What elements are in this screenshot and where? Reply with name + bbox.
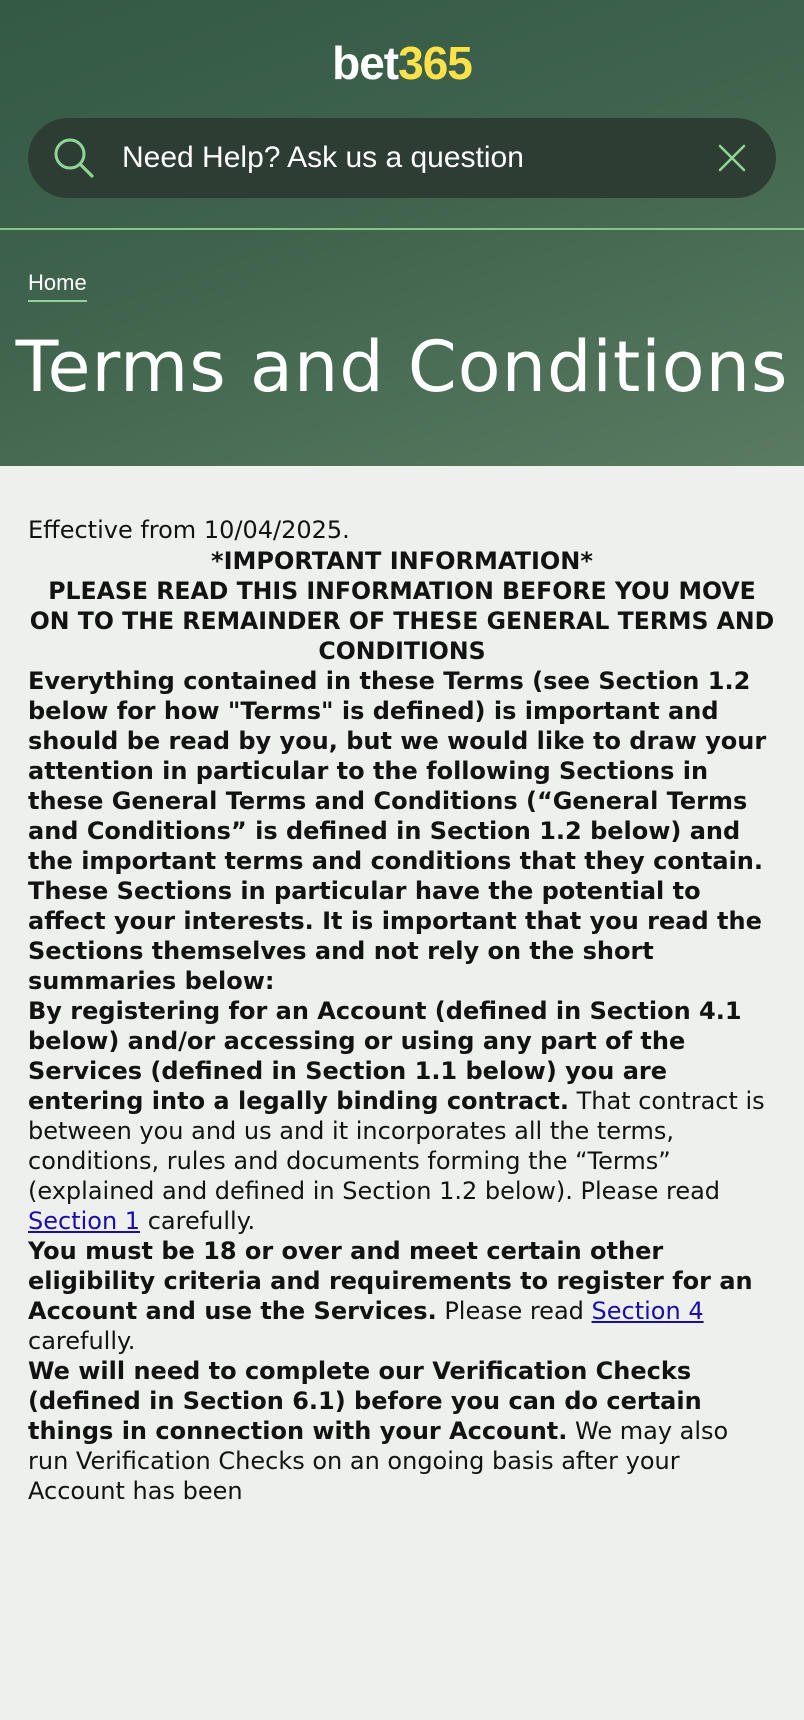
logo-text-bet: bet xyxy=(332,37,399,89)
important-subheading: PLEASE READ THIS INFORMATION BEFORE YOU MOVE ON TO THE REMAINDER OF THESE GENERAL TERMS AND CONDITIONS xyxy=(29,577,775,665)
section-1-link[interactable]: Section 1 xyxy=(28,1207,141,1235)
page-header xyxy=(0,0,804,466)
breadcrumb-home[interactable]: Home xyxy=(28,270,87,302)
section-4-summary xyxy=(28,1236,776,1356)
header-divider xyxy=(0,228,804,230)
section-4-summary-bold: You must be 18 or over and meet certain other eligibility criteria and requirements to register for an Account and use the Services. xyxy=(28,1237,753,1325)
search-input[interactable]: Need Help? Ask us a question xyxy=(122,141,524,174)
close-icon[interactable] xyxy=(716,142,748,174)
section-4-link[interactable]: Section 4 xyxy=(591,1297,704,1325)
section-4-summary-text: Please read xyxy=(436,1297,592,1325)
terms-content xyxy=(0,466,804,1506)
section-1-summary-tail: carefully. xyxy=(140,1207,256,1235)
section-1-summary xyxy=(28,996,776,1236)
verification-summary-text: We may also run Verification Checks on an ongoing basis after your Account has been xyxy=(28,1417,729,1505)
page-title: Terms and Conditions xyxy=(15,326,789,408)
section-1-summary-bold: By registering for an Account (defined in Section 4.1 below) and/or accessing or using any part of the Services (defined in Section 1.1 below) you are entering into a legally binding contract. xyxy=(28,997,742,1115)
verification-summary-bold: We will need to complete our Verification Checks (defined in Section 6.1) before you can do certain things in connection with your Account. xyxy=(28,1357,702,1445)
help-search-bar[interactable] xyxy=(28,118,776,198)
search-icon xyxy=(52,136,96,180)
logo-text-365: 365 xyxy=(398,37,472,89)
section-4-summary-tail: carefully. xyxy=(28,1327,136,1355)
intro-paragraph: Everything contained in these Terms (see Section 1.2 below for how "Terms" is defined) is important and should be read by you, but we would like to draw your attention in particular to the following Sections in these General Terms and Conditions (“General Terms and Conditions” is defined in Section 1.2 below) and the important terms and conditions that they contain. These Sections in particular have the potential to affect your interests. It is important that you read the Sections themselves and not rely on the short summaries below: xyxy=(28,667,767,995)
bet365-logo[interactable] xyxy=(0,36,804,90)
effective-date: Effective from 10/04/2025. xyxy=(28,516,350,544)
important-heading: *IMPORTANT INFORMATION* xyxy=(211,547,593,575)
section-1-summary-text: That contract is between you and us and it incorporates all the terms, conditions, rules and documents forming the “Terms” (explained and defined in Section 1.2 below). Please read xyxy=(28,1087,765,1205)
verification-summary xyxy=(28,1356,776,1506)
